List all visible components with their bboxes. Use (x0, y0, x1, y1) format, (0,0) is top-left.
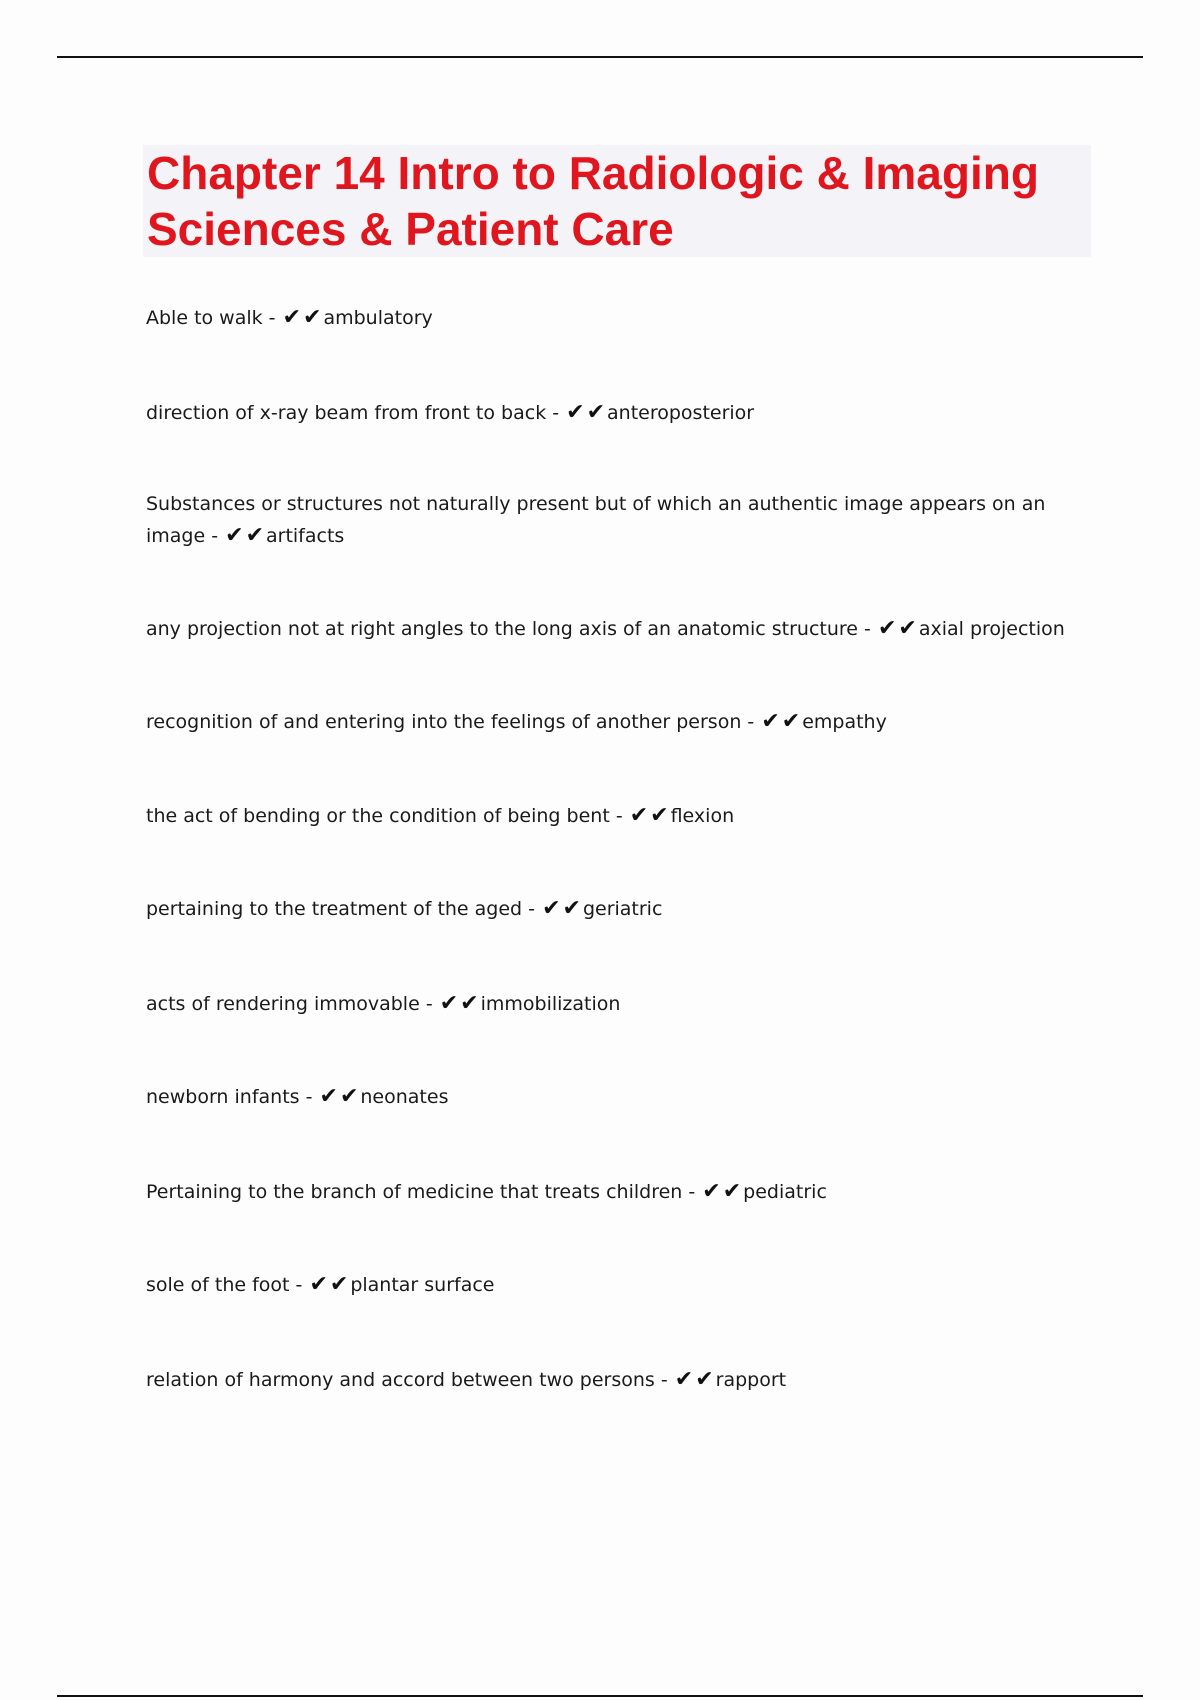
qa-item-11 (146, 1269, 1086, 1301)
check-icon: ✔ (309, 1272, 328, 1297)
check-icon: ✔ (245, 523, 264, 548)
qa-item-5 (146, 706, 1086, 738)
qa-item-8 (146, 988, 1086, 1020)
question: direction of x-ray beam from front to back - (146, 402, 560, 424)
title-line-2: Sciences & Patient Care (147, 203, 674, 255)
question: relation of harmony and accord between two persons - (146, 1369, 668, 1391)
footer-rule (57, 1695, 1143, 1697)
question: the act of bending or the condition of being bent - (146, 805, 623, 827)
answer: axial projection (918, 618, 1065, 640)
question: Substances or structures not naturally present but of which an authentic image appears on an image - (146, 493, 1046, 547)
check-icon: ✔ (695, 1367, 714, 1392)
check-icon: ✔ (702, 1179, 721, 1204)
qa-item-1 (146, 302, 1086, 334)
question: sole of the foot - (146, 1274, 303, 1296)
question: acts of rendering immovable - (146, 993, 433, 1015)
question: recognition of and entering into the feelings of another person - (146, 711, 755, 733)
check-icon: ✔ (877, 616, 897, 641)
check-icon: ✔ (225, 523, 244, 548)
check-icon: ✔ (460, 991, 479, 1016)
check-icon: ✔ (722, 1179, 742, 1204)
qa-item-6 (146, 800, 1086, 832)
check-icon: ✔ (781, 709, 801, 734)
title-banner (143, 145, 1091, 257)
answer: flexion (670, 805, 735, 827)
answer: empathy (802, 711, 887, 733)
qa-item-7 (146, 893, 1086, 925)
check-icon: ✔ (542, 896, 561, 921)
answer: geriatric (582, 898, 663, 920)
answer: rapport (715, 1369, 787, 1391)
check-icon: ✔ (439, 991, 459, 1016)
page-title (143, 145, 1091, 257)
answer: plantar surface (350, 1274, 495, 1296)
check-icon: ✔ (674, 1367, 694, 1392)
check-icon: ✔ (650, 803, 669, 828)
check-icon: ✔ (898, 616, 917, 641)
question: pertaining to the treatment of the aged - (146, 898, 536, 920)
qa-item-4 (146, 613, 1086, 645)
check-icon: ✔ (562, 896, 581, 921)
question: any projection not at right angles to the long axis of an anatomic structure - (146, 618, 871, 640)
question: Pertaining to the branch of medicine that treats children - (146, 1181, 696, 1203)
qa-item-9 (146, 1081, 1086, 1113)
check-icon: ✔ (586, 400, 606, 425)
check-icon: ✔ (629, 803, 649, 828)
check-icon: ✔ (339, 1084, 359, 1109)
title-line-1: Chapter 14 Intro to Radiologic & Imaging (147, 147, 1039, 199)
check-icon: ✔ (761, 709, 780, 734)
answer: pediatric (743, 1181, 827, 1203)
check-icon: ✔ (319, 1084, 338, 1109)
answer: neonates (360, 1086, 449, 1108)
qa-item-3 (146, 488, 1086, 552)
check-icon: ✔ (282, 305, 302, 330)
answer: artifacts (266, 525, 345, 547)
qa-item-12 (146, 1364, 1086, 1396)
check-icon: ✔ (329, 1272, 349, 1297)
check-icon: ✔ (566, 400, 585, 425)
qa-item-2 (146, 397, 1086, 429)
question: newborn infants - (146, 1086, 313, 1108)
qa-item-10 (146, 1176, 1086, 1208)
header-rule (57, 56, 1143, 58)
answer: anteroposterior (607, 402, 755, 424)
answer: ambulatory (323, 307, 433, 329)
question: Able to walk - (146, 307, 276, 329)
answer: immobilization (480, 993, 621, 1015)
check-icon: ✔ (303, 305, 322, 330)
